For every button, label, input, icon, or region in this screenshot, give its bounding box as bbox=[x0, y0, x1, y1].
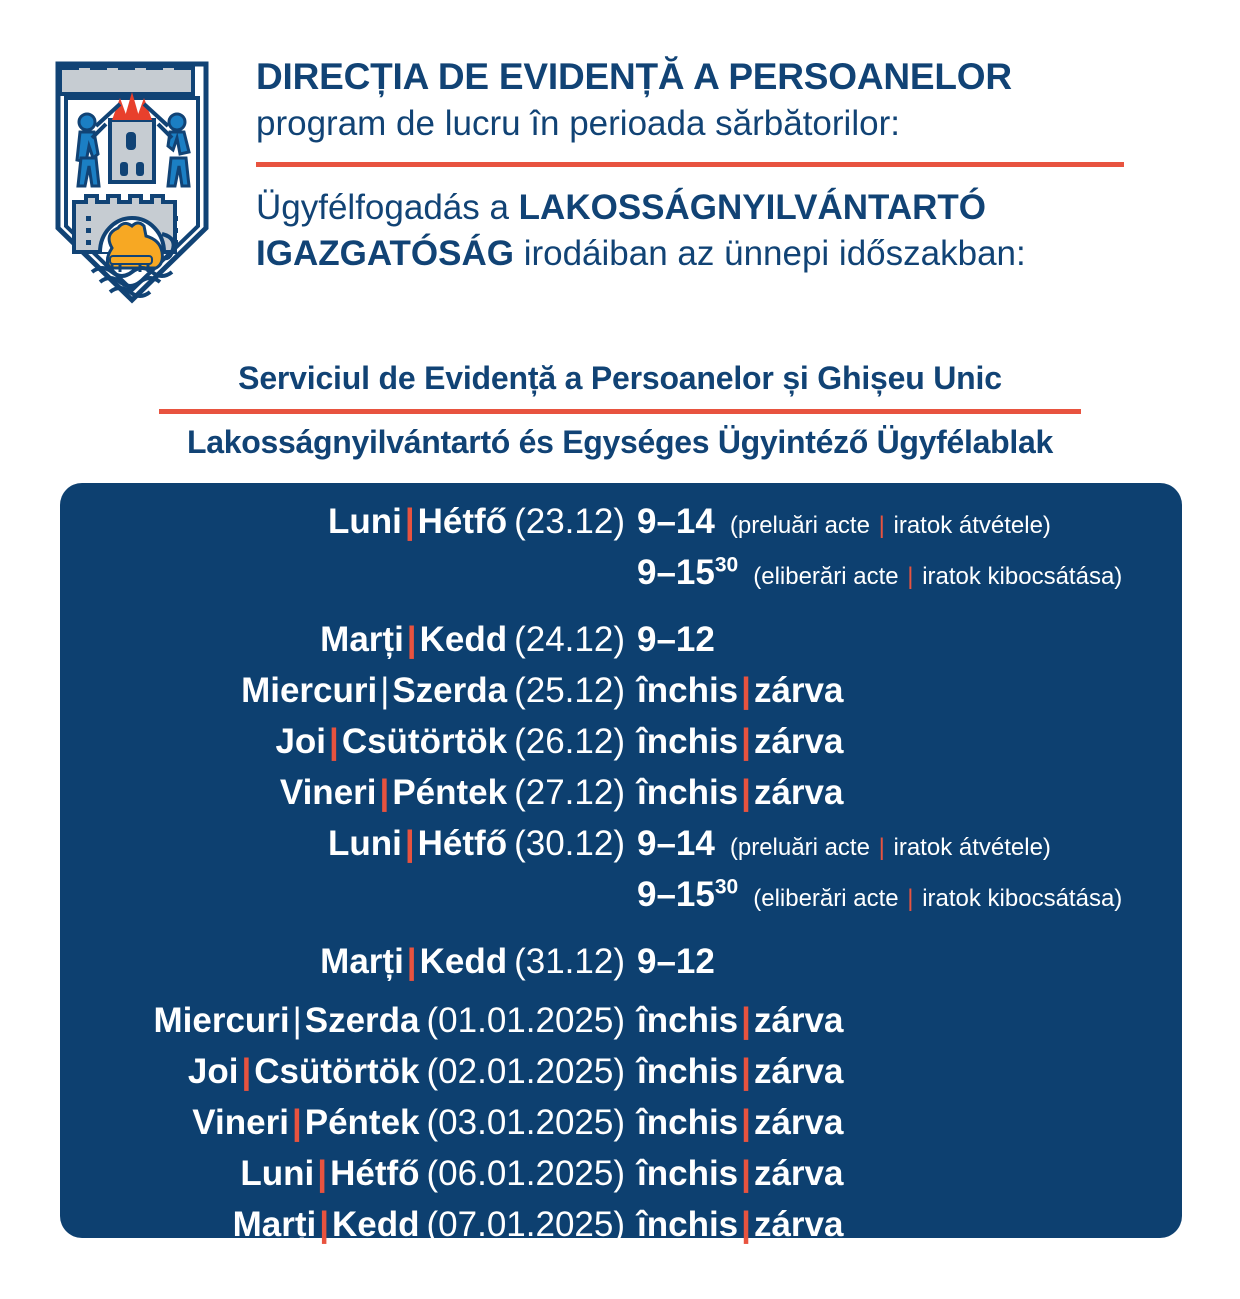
schedule-row bbox=[60, 1003, 1182, 1054]
closed-label-ro: închis bbox=[637, 671, 739, 710]
schedule-row bbox=[60, 826, 1182, 877]
schedule-row bbox=[60, 1054, 1182, 1105]
schedule-row bbox=[60, 555, 1182, 606]
day-name-hu: Péntek bbox=[392, 773, 508, 812]
day-separator: | bbox=[379, 773, 390, 812]
subtitle-hu-bold2: IGAZGATÓSÁG bbox=[256, 233, 514, 273]
schedule-note-hu: iratok átvétele) bbox=[886, 512, 1051, 539]
day-name-hu: Kedd bbox=[419, 620, 508, 659]
closed-label-hu: zárva bbox=[753, 1154, 844, 1193]
day-name-ro: Marți bbox=[320, 942, 404, 981]
schedule-row bbox=[60, 944, 1182, 995]
closed-label-hu: zárva bbox=[753, 671, 844, 710]
schedule-row-value bbox=[625, 775, 1182, 810]
closed-label-ro: închis bbox=[637, 1052, 739, 1091]
schedule-note-ro: (preluări acte bbox=[729, 512, 877, 539]
schedule-row-value bbox=[625, 555, 1182, 590]
schedule-row-value bbox=[625, 673, 1182, 708]
schedule-date: (26.12) bbox=[514, 722, 625, 761]
schedule-row bbox=[60, 1207, 1182, 1258]
closed-label-hu: zárva bbox=[753, 722, 844, 761]
schedule-row-day bbox=[60, 1207, 625, 1242]
schedule-note bbox=[738, 563, 1122, 590]
day-separator: | bbox=[317, 1154, 328, 1193]
header-divider bbox=[256, 162, 1124, 167]
closed-label-hu: zárva bbox=[753, 773, 844, 812]
closed-separator: | bbox=[741, 1001, 751, 1040]
day-separator: | bbox=[406, 942, 417, 981]
day-name-ro: Miercuri bbox=[153, 1001, 290, 1040]
day-name-ro: Marți bbox=[232, 1205, 317, 1244]
opening-hours-minutes: 30 bbox=[714, 553, 739, 577]
page-title: DIRECȚIA DE EVIDENȚĂ A PERSOANELOR bbox=[256, 56, 1012, 97]
page-header bbox=[0, 0, 1240, 306]
schedule-row bbox=[60, 504, 1182, 555]
day-name-ro: Luni bbox=[240, 1154, 315, 1193]
closed-label-ro: închis bbox=[637, 1103, 739, 1142]
schedule-row bbox=[60, 673, 1182, 724]
schedule-panel bbox=[60, 483, 1182, 1244]
closed-label-ro: închis bbox=[637, 1154, 739, 1193]
section-heading bbox=[0, 360, 1240, 461]
day-name-hu: Péntek bbox=[304, 1103, 420, 1142]
schedule-note-ro: (preluări acte bbox=[729, 834, 877, 861]
day-name-ro: Luni bbox=[327, 502, 402, 541]
closed-separator: | bbox=[741, 773, 751, 812]
schedule-date: (30.12) bbox=[514, 824, 625, 863]
closed-separator: | bbox=[741, 1103, 751, 1142]
schedule-row bbox=[60, 622, 1182, 673]
page-subtitle-ro: program de lucru în perioada sărbătorilor: bbox=[256, 103, 900, 143]
day-separator: | bbox=[319, 1205, 330, 1244]
closed-separator: | bbox=[741, 1154, 751, 1193]
schedule-note-hu: iratok átvétele) bbox=[886, 834, 1051, 861]
day-name-ro: Marți bbox=[320, 620, 404, 659]
schedule-row-value bbox=[625, 944, 1182, 979]
day-name-hu: Hétfő bbox=[330, 1154, 420, 1193]
schedule-row-value bbox=[625, 1156, 1182, 1191]
opening-hours: 9–12 bbox=[637, 620, 715, 659]
schedule-row bbox=[60, 775, 1182, 826]
schedule-row bbox=[60, 724, 1182, 775]
closed-label-ro: închis bbox=[637, 1001, 739, 1040]
schedule-row-value bbox=[625, 1003, 1182, 1038]
opening-hours: 9–14 bbox=[637, 502, 715, 541]
day-separator: | bbox=[404, 824, 415, 863]
schedule-row bbox=[60, 1105, 1182, 1156]
day-separator: | bbox=[380, 671, 390, 710]
section-title-ro: Serviciul de Evidență a Persoanelor și Ghișeu Unic bbox=[238, 360, 1002, 396]
schedule-row-value bbox=[625, 1105, 1182, 1140]
schedule-row-day bbox=[60, 1003, 625, 1038]
schedule-note-ro: (eliberări acte bbox=[753, 563, 906, 590]
coat-of-arms-icon bbox=[52, 50, 212, 306]
schedule-row-day bbox=[60, 826, 625, 861]
schedule-note-separator: | bbox=[907, 885, 914, 912]
schedule-row-day bbox=[60, 1156, 625, 1191]
closed-label-ro: închis bbox=[637, 773, 739, 812]
day-name-ro: Joi bbox=[187, 1052, 239, 1091]
subtitle-hu-post: irodáiban az ünnepi időszakban: bbox=[513, 233, 1026, 273]
schedule-row-value bbox=[625, 1207, 1182, 1242]
day-separator: | bbox=[292, 1001, 302, 1040]
day-separator: | bbox=[404, 502, 415, 541]
day-name-hu: Szerda bbox=[304, 1001, 420, 1040]
day-separator: | bbox=[241, 1052, 252, 1091]
opening-hours: $9-15^{30}$ bbox=[637, 875, 739, 914]
schedule-row bbox=[60, 1156, 1182, 1207]
schedule-row bbox=[60, 877, 1182, 928]
schedule-date: (01.01.2025) bbox=[426, 1001, 625, 1040]
schedule-row-day bbox=[60, 622, 625, 657]
schedule-row-day bbox=[60, 724, 625, 759]
section-title-hu: Lakosságnyilvántartó és Egységes Ügyintéző Ügyfélablak bbox=[187, 424, 1053, 460]
schedule-note bbox=[738, 885, 1122, 912]
closed-separator: | bbox=[741, 1052, 751, 1091]
schedule-row-day bbox=[60, 944, 625, 979]
schedule-rows bbox=[60, 504, 1182, 1258]
day-name-ro: Luni bbox=[327, 824, 402, 863]
schedule-note bbox=[715, 834, 1051, 861]
day-separator: | bbox=[291, 1103, 302, 1142]
schedule-note-hu: iratok kibocsátása) bbox=[915, 885, 1123, 912]
schedule-row-day bbox=[60, 775, 625, 810]
day-name-hu: Hétfő bbox=[417, 502, 508, 541]
subtitle-hu-pre: Ügyfélfogadás a bbox=[256, 188, 519, 228]
schedule-date: (07.01.2025) bbox=[426, 1205, 625, 1244]
day-name-hu: Hétfő bbox=[417, 824, 508, 863]
schedule-date: (03.01.2025) bbox=[426, 1103, 625, 1142]
schedule-date: (06.01.2025) bbox=[426, 1154, 625, 1193]
schedule-date: (27.12) bbox=[514, 773, 625, 812]
day-name-ro: Vineri bbox=[192, 1103, 289, 1142]
schedule-row-value bbox=[625, 1054, 1182, 1089]
opening-hours: $9-15^{30}$ bbox=[637, 553, 739, 592]
day-name-hu: Csütörtök bbox=[254, 1052, 420, 1091]
closed-label-hu: zárva bbox=[753, 1052, 844, 1091]
closed-label-hu: zárva bbox=[753, 1205, 844, 1244]
schedule-row-day bbox=[60, 1105, 625, 1140]
closed-separator: | bbox=[741, 671, 751, 710]
day-name-ro: Vineri bbox=[279, 773, 377, 812]
opening-hours-minutes: 30 bbox=[714, 875, 739, 899]
closed-label-hu: zárva bbox=[753, 1103, 844, 1142]
schedule-note-hu: iratok kibocsátása) bbox=[915, 563, 1123, 590]
header-text-block bbox=[212, 50, 1240, 276]
section-divider bbox=[159, 409, 1081, 414]
day-name-hu: Kedd bbox=[419, 942, 508, 981]
schedule-note bbox=[715, 512, 1051, 539]
closed-separator: | bbox=[741, 722, 751, 761]
schedule-note-ro: (eliberări acte bbox=[753, 885, 906, 912]
day-name-hu: Kedd bbox=[332, 1205, 420, 1244]
schedule-row-value bbox=[625, 504, 1182, 539]
subtitle-hu-bold1: LAKOSSÁGNYILVÁNTARTÓ bbox=[518, 188, 986, 228]
schedule-date: (23.12) bbox=[514, 502, 625, 541]
page-subtitle-hu bbox=[256, 185, 1240, 276]
opening-hours: 9–14 bbox=[637, 824, 715, 863]
schedule-note-separator: | bbox=[878, 512, 885, 539]
closed-label-ro: închis bbox=[637, 722, 739, 761]
day-separator: | bbox=[329, 722, 339, 761]
schedule-row-day bbox=[60, 1054, 625, 1089]
day-name-hu: Szerda bbox=[392, 671, 508, 710]
schedule-row-day bbox=[60, 673, 625, 708]
day-name-hu: Csütörtök bbox=[341, 722, 508, 761]
schedule-note-separator: | bbox=[878, 834, 885, 861]
schedule-row-value bbox=[625, 622, 1182, 657]
schedule-date: (25.12) bbox=[514, 671, 625, 710]
schedule-note-separator: | bbox=[907, 563, 914, 590]
schedule-row-value bbox=[625, 826, 1182, 861]
schedule-row-day bbox=[60, 504, 625, 539]
schedule-date: (02.01.2025) bbox=[426, 1052, 625, 1091]
opening-hours: 9–12 bbox=[637, 942, 715, 981]
closed-label-hu: zárva bbox=[753, 1001, 844, 1040]
schedule-row-value bbox=[625, 877, 1182, 912]
closed-label-ro: închis bbox=[637, 1205, 739, 1244]
schedule-date: (24.12) bbox=[514, 620, 625, 659]
schedule-date: (31.12) bbox=[514, 942, 625, 981]
day-name-ro: Joi bbox=[275, 722, 327, 761]
closed-separator: | bbox=[741, 1205, 751, 1244]
day-name-ro: Miercuri bbox=[241, 671, 378, 710]
day-separator: | bbox=[406, 620, 417, 659]
schedule-row-value bbox=[625, 724, 1182, 759]
